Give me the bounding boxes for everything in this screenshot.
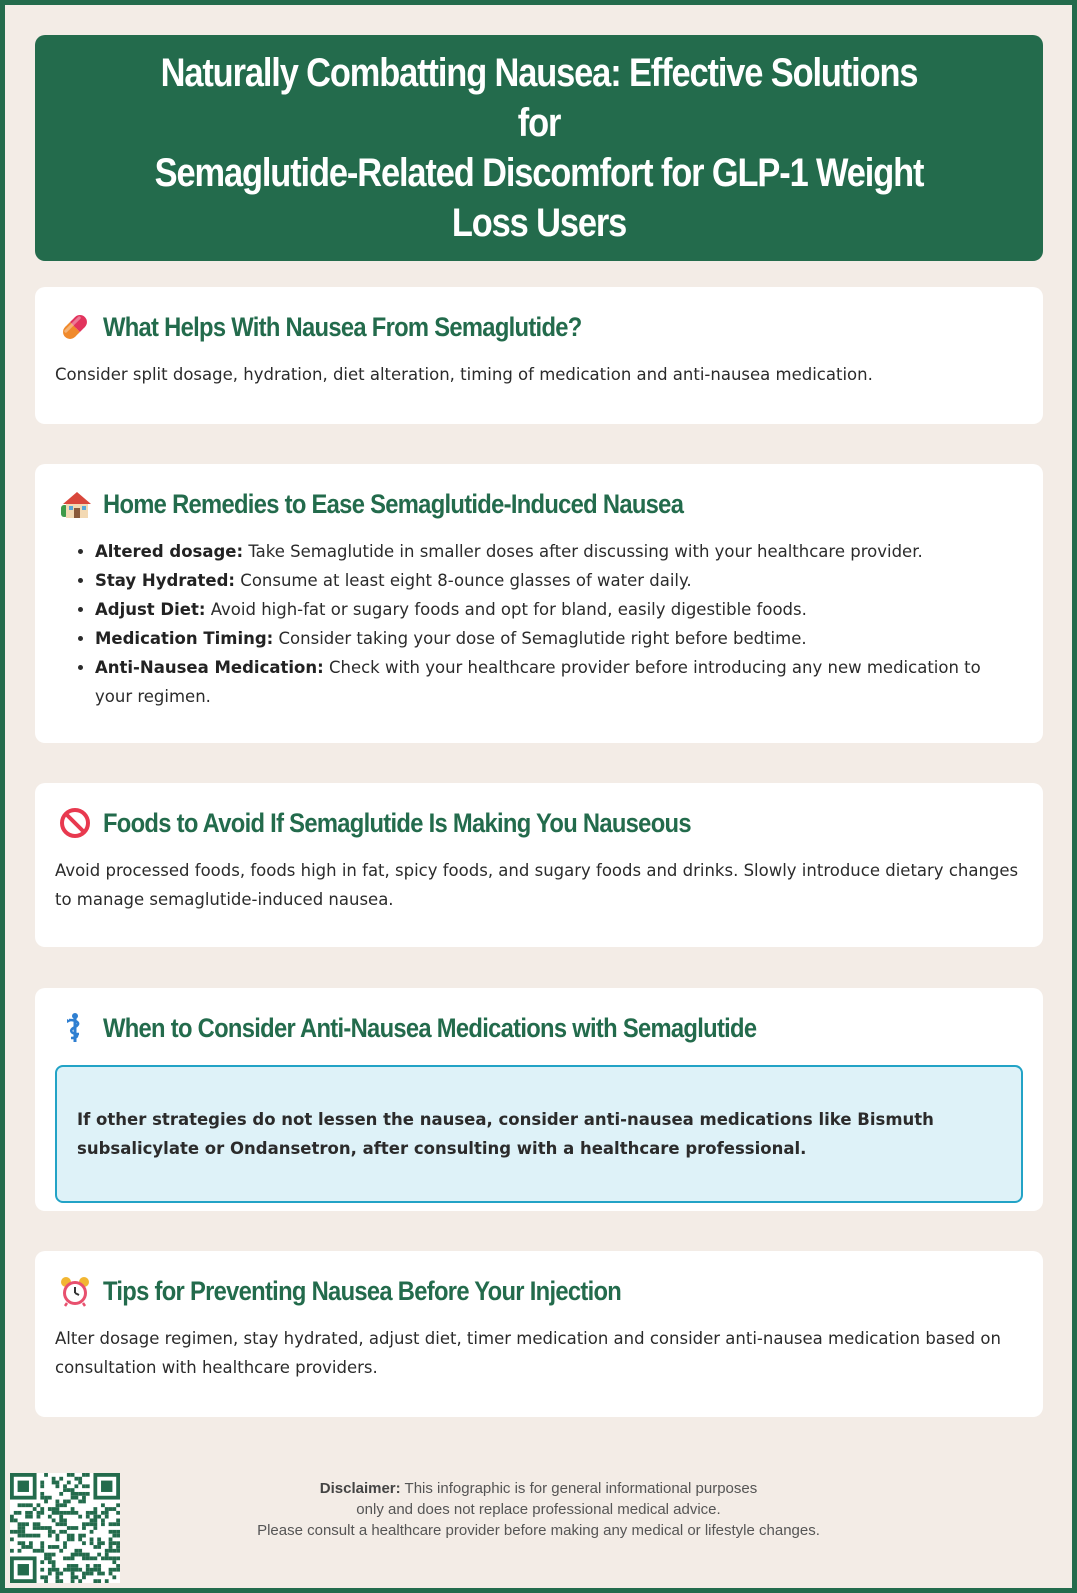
section-title: When to Consider Anti-Nausea Medications with Semaglutide: [103, 1012, 757, 1043]
disclaimer-line-2: only and does not replace professional medical advice.: [356, 1501, 721, 1518]
section-foods-to-avoid: [35, 783, 1043, 947]
item-text: Consume at least eight 8-ounce glasses of water daily.: [235, 571, 692, 590]
item-text: Take Semaglutide in smaller doses after discussing with your healthcare provider.: [243, 542, 923, 561]
page-title-line-1: Naturally Combatting Nausea: Effective Solutions for: [160, 51, 918, 145]
section-header: [55, 484, 1023, 524]
section-title: Home Remedies to Ease Semaglutide-Induced Nausea: [103, 488, 684, 519]
section-prevention-tips: [35, 1251, 1043, 1417]
section-title: What Helps With Nausea From Semaglutide?: [103, 311, 582, 342]
section-header: [55, 1271, 1023, 1311]
section-anti-nausea-medications: [35, 988, 1043, 1211]
callout-text: If other strategies do not lessen the nausea, consider anti-nausea medications like Bismuth subsalicylate or Ondansetron, after consulting with a healthcare professional.: [77, 1110, 934, 1158]
item-text: Consider taking your dose of Semaglutide right before bedtime.: [273, 629, 807, 648]
page-title-line-2: Semaglutide-Related Discomfort for GLP-1 Weight Loss Users: [154, 151, 924, 245]
prohibited-icon: [55, 803, 95, 843]
section-text: Alter dosage regimen, stay hydrated, adjust diet, timer medication and consider anti-nausea medication based on consultation with healthcare providers.: [55, 1329, 1001, 1377]
remedies-list: [55, 537, 1023, 711]
item-label: Adjust Diet:: [95, 600, 206, 619]
section-text: Avoid processed foods, foods high in fat, spicy foods, and sugary foods and drinks. Slowly introduce dietary changes to manage semaglutide-induced nausea.: [55, 861, 1019, 909]
page-title: [140, 48, 938, 248]
section-header: [55, 307, 1023, 347]
house-icon: [55, 484, 95, 524]
section-what-helps: [35, 287, 1043, 424]
item-label: Anti-Nausea Medication:: [95, 658, 324, 677]
disclaimer-line-1: This infographic is for general informational purposes: [400, 1480, 758, 1497]
disclaimer: [0, 1478, 1077, 1541]
list-item: [95, 595, 1023, 624]
disclaimer-line-3: Please consult a healthcare provider before making any medical or lifestyle changes.: [257, 1522, 820, 1539]
item-text: Avoid high-fat or sugary foods and opt for bland, easily digestible foods.: [205, 600, 807, 619]
medical-symbol-icon: [55, 1008, 95, 1048]
medication-callout: [55, 1065, 1023, 1203]
item-label: Medication Timing:: [95, 629, 274, 648]
list-item: [95, 566, 1023, 595]
section-header: [55, 1008, 1023, 1048]
title-banner: [35, 35, 1043, 261]
list-item: [95, 624, 1023, 653]
pill-icon: [55, 307, 95, 347]
disclaimer-label: Disclaimer:: [319, 1480, 401, 1497]
section-title: Tips for Preventing Nausea Before Your Injection: [103, 1275, 622, 1306]
section-home-remedies: [35, 464, 1043, 743]
item-label: Altered dosage:: [95, 542, 244, 561]
list-item: [95, 537, 1023, 566]
alarm-clock-icon: [55, 1271, 95, 1311]
section-header: [55, 803, 1023, 843]
section-title: Foods to Avoid If Semaglutide Is Making You Nauseous: [103, 807, 691, 838]
list-item: [95, 653, 1023, 711]
item-label: Stay Hydrated:: [95, 571, 236, 590]
item-text: Check with your healthcare provider before introducing any new medication to your regimen.: [95, 658, 981, 706]
section-text: Consider split dosage, hydration, diet alteration, timing of medication and anti-nausea medication.: [55, 365, 873, 384]
